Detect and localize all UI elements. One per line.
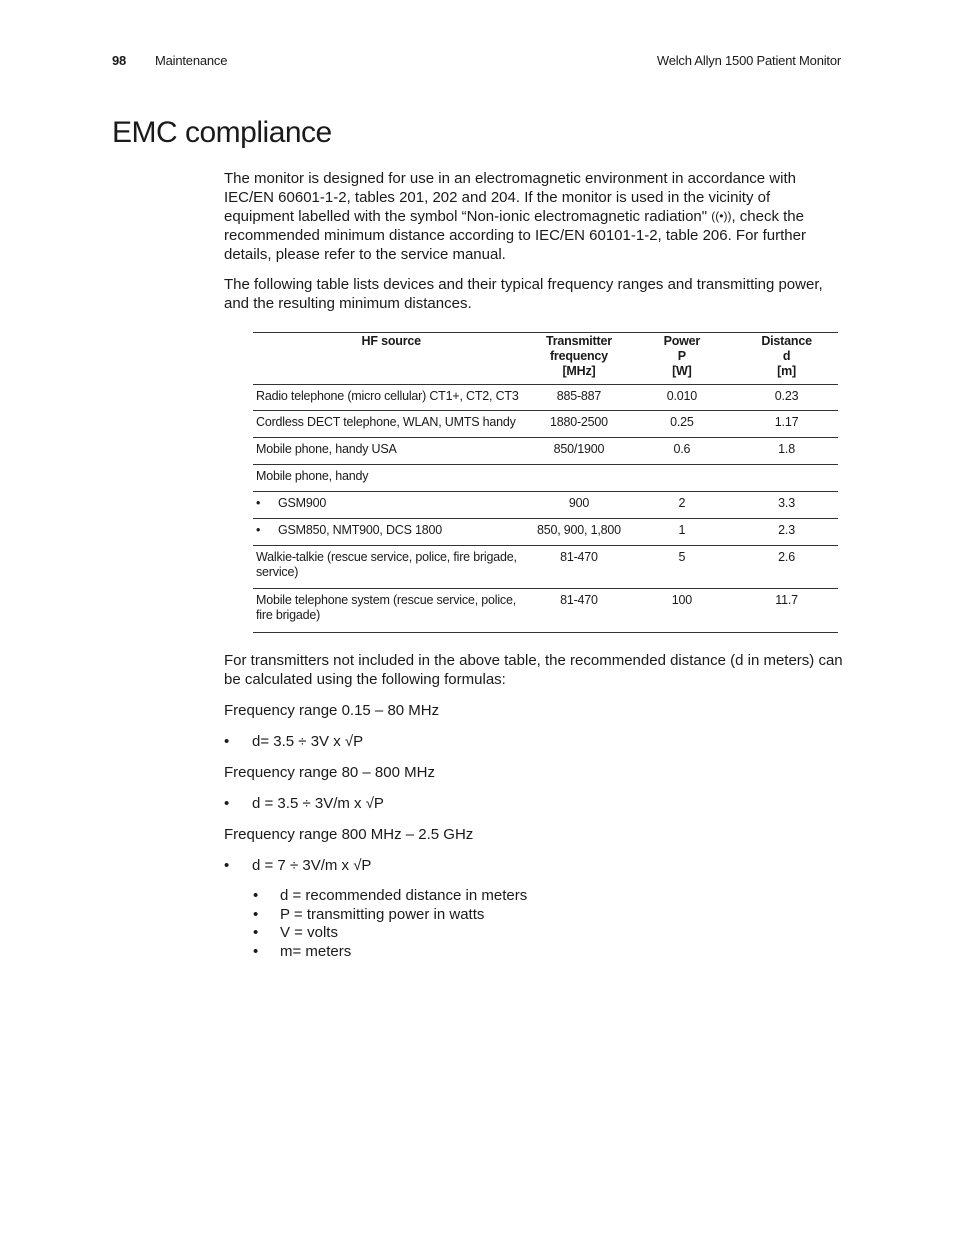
legend-text: m= meters [280, 942, 352, 960]
variable-legend [253, 887, 527, 961]
cell-source: Mobile phone, handy [256, 469, 369, 483]
intro-text-2: , check the recommended minimum distance according to IEC/EN 60101-1-2, table 206. For further details, please refer to the service manual. [224, 208, 806, 263]
header-frequency-line: [MHz] [562, 364, 596, 378]
cell-source: Cordless DECT telephone, WLAN, UMTS handy [256, 415, 516, 429]
cell-frequency [529, 465, 628, 492]
cell-source [253, 492, 529, 519]
intro-paragraph [224, 169, 840, 264]
header-distance [735, 333, 838, 385]
cell-source [253, 519, 529, 546]
cell-frequency: 850, 900, 1,800 [537, 523, 621, 537]
cell-power: 2 [678, 496, 686, 510]
cell-distance: 0.23 [774, 389, 799, 403]
cell-power: 100 [671, 593, 692, 607]
frequency-range-label: Frequency range 0.15 – 80 MHz [224, 702, 440, 719]
cell-source-text: GSM850, NMT900, DCS 1800 [278, 523, 443, 537]
cell-source: Mobile phone, handy USA [256, 442, 397, 456]
cell-power: 0.6 [673, 442, 691, 456]
table-row [253, 465, 838, 492]
table-row [253, 519, 838, 546]
table-row [253, 589, 838, 633]
document-title: Welch Allyn 1500 Patient Monitor [656, 53, 841, 68]
bullet: • [256, 523, 261, 537]
formula-item [224, 856, 371, 875]
intro-text-1: The monitor is designed for use in an electromagnetic environment in accordance with IEC/EN 60601-1-2, tables 201, 202 and 204. If the monitor is used in the vicinity of equipment labelled with the symbol “Non-ionic electromagnetic radiation" [224, 170, 796, 225]
cell-power [629, 465, 736, 492]
bullet: • [224, 795, 230, 812]
header-power [629, 333, 736, 385]
header-power-line: Power [663, 334, 701, 348]
table-row [253, 438, 838, 465]
bullet: • [224, 857, 230, 874]
legend-text: V = volts [280, 924, 338, 941]
table-row [253, 411, 838, 438]
header-distance-line: [m] [777, 364, 796, 378]
header-frequency-line: frequency [549, 349, 608, 363]
page-title: EMC compliance [112, 116, 332, 149]
bullet: • [253, 887, 259, 904]
cell-power: 0.25 [670, 415, 694, 429]
cell-distance: 2.3 [778, 523, 795, 537]
cell-frequency: 900 [568, 496, 590, 510]
table-intro-paragraph [224, 275, 840, 313]
legend-item [253, 906, 527, 925]
header-frequency-line: Transmitter [546, 334, 612, 348]
cell-source: Walkie-talkie (rescue service, police, fire brigade, service) [256, 550, 517, 579]
cell-source-text: GSM900 [278, 496, 327, 510]
formula-intro-paragraph [224, 651, 844, 689]
legend-item [253, 887, 527, 906]
cell-frequency: 1880-2500 [549, 415, 608, 429]
header-hf-source: HF source [253, 333, 529, 385]
legend-text: P = transmitting power in watts [280, 905, 485, 923]
table-row [253, 385, 838, 411]
header-distance-line: d [782, 349, 791, 363]
frequency-range-label: Frequency range 800 MHz – 2.5 GHz [224, 826, 474, 843]
cell-distance: 1.8 [778, 442, 795, 456]
formula-item [224, 732, 363, 751]
bullet: • [253, 942, 259, 960]
legend-text: d = recommended distance in meters [280, 887, 528, 904]
table-row [253, 546, 838, 589]
legend-item [253, 943, 527, 962]
table-header-row [253, 333, 838, 385]
header-distance-line: Distance [761, 334, 812, 348]
header-power-line: P [677, 349, 686, 363]
header-power-line: [W] [672, 364, 692, 378]
cell-distance: 3.3 [778, 496, 795, 510]
formula-text: d= 3.5 ÷ 3V x √P [252, 733, 364, 750]
cell-distance: 11.7 [775, 593, 798, 607]
cell-frequency: 850/1900 [553, 442, 605, 456]
cell-distance [735, 465, 838, 492]
cell-power: 5 [678, 550, 686, 564]
cell-frequency: 81-470 [560, 550, 598, 564]
bullet: • [256, 496, 261, 510]
cell-power: 1 [678, 523, 686, 537]
section-name: Maintenance [155, 53, 228, 68]
table-row [253, 492, 838, 519]
cell-distance: 1.17 [774, 415, 799, 429]
hf-source-table [253, 332, 838, 633]
bullet: • [224, 733, 230, 750]
cell-frequency: 885-887 [556, 389, 602, 403]
frequency-range-label: Frequency range 80 – 800 MHz [224, 764, 435, 781]
formula-intro-text: For transmitters not included in the above table, the recommended distance (d in meters) can be calculated using the following formulas: [224, 652, 843, 688]
cell-source: Mobile telephone system (rescue service, police, fire brigade) [256, 593, 516, 622]
header-frequency [529, 333, 628, 385]
cell-power: 0.010 [666, 389, 697, 403]
cell-frequency: 81-470 [560, 593, 598, 607]
bullet: • [253, 905, 259, 923]
legend-item [253, 924, 527, 943]
formula-text: d = 3.5 ÷ 3V/m x √P [252, 795, 384, 812]
cell-distance: 2.6 [778, 550, 795, 564]
table-intro-text: The following table lists devices and their typical frequency ranges and transmitting power, and the resulting minimum distances. [224, 276, 823, 312]
formula-item [224, 794, 384, 813]
radiation-symbol-icon: ((•)) [711, 209, 732, 223]
cell-source: Radio telephone (micro cellular) CT1+, CT2, CT3 [256, 389, 519, 403]
bullet: • [253, 924, 259, 941]
page-number: 98 [112, 53, 127, 68]
formula-text: d = 7 ÷ 3V/m x √P [252, 857, 372, 874]
